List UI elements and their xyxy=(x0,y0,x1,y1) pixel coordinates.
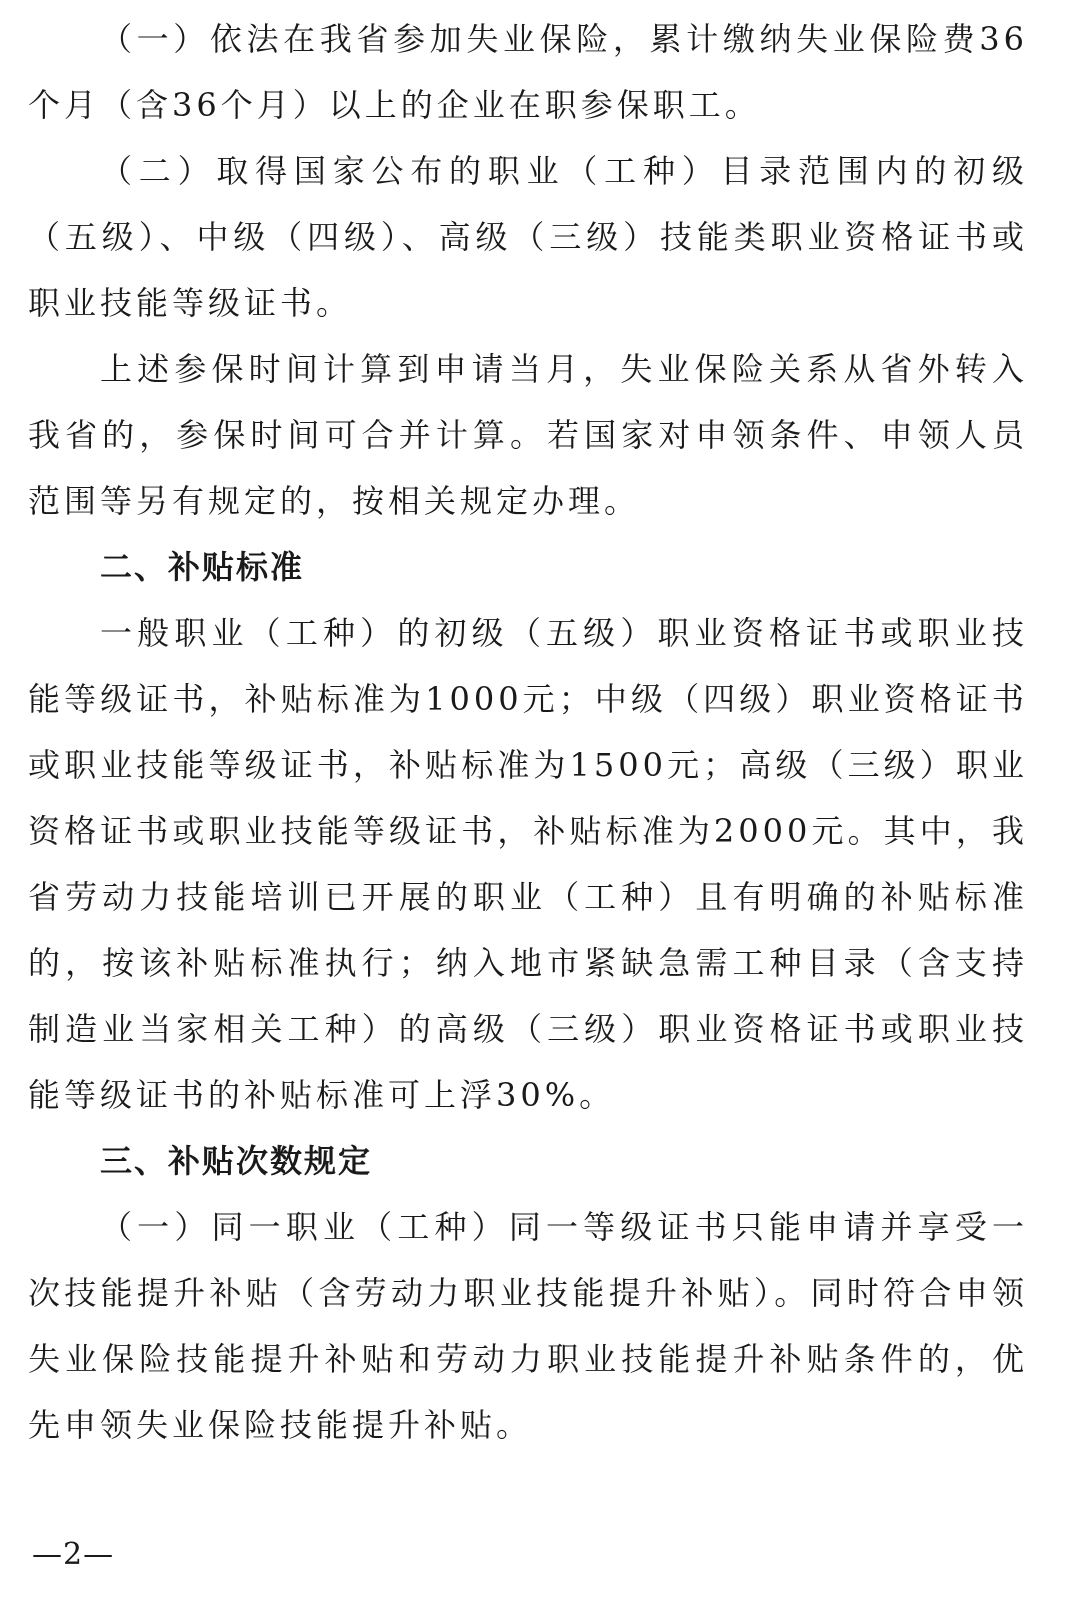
paragraph-eligibility-certificate: （二）取得国家公布的职业（工种）目录范围内的初级（五级）、中级（四级）、高级（三级）技能类职业资格证书或职业技能等级证书。 xyxy=(28,152,1028,322)
paragraph-subsidy-standard: 一般职业（工种）的初级（五级）职业资格证书或职业技能等级证书，补贴标准为1000元；中级（四级）职业资格证书或职业技能等级证书，补贴标准为1500元；高级（三级）职业资格证书或职业技能等级证书，补贴标准为2000元。其中，我省劳动力技能培训已开展的职业（工种）且有明确的补贴标准的，按该补贴标准执行；纳入地市紧缺急需工种目录（含支持制造业当家相关工种）的高级（三级）职业资格证书或职业技能等级证书的补贴标准可上浮30%。 xyxy=(28,614,1028,1114)
paragraph-insurance-period: 上述参保时间计算到申请当月，失业保险关系从省外转入我省的，参保时间可合并计算。若国家对申领条件、申领人员范围等另有规定的，按相关规定办理。 xyxy=(28,350,1028,520)
paragraph-subsidy-count: （一）同一职业（工种）同一等级证书只能申请并享受一次技能提升补贴（含劳动力职业技能提升补贴）。同时符合申领失业保险技能提升补贴和劳动力职业技能提升补贴条件的，优先申领失业保险技能提升补贴。 xyxy=(28,1208,1028,1444)
document-body xyxy=(28,6,1028,1458)
section-heading-subsidy-standard: 二、补贴标准 xyxy=(100,548,305,586)
section-heading-subsidy-count: 三、补贴次数规定 xyxy=(100,1142,373,1180)
page-number: —2— xyxy=(32,1537,115,1572)
paragraph-eligibility-insurance: （一）依法在我省参加失业保险，累计缴纳失业保险费36个月（含36个月）以上的企业在职参保职工。 xyxy=(28,20,1028,124)
